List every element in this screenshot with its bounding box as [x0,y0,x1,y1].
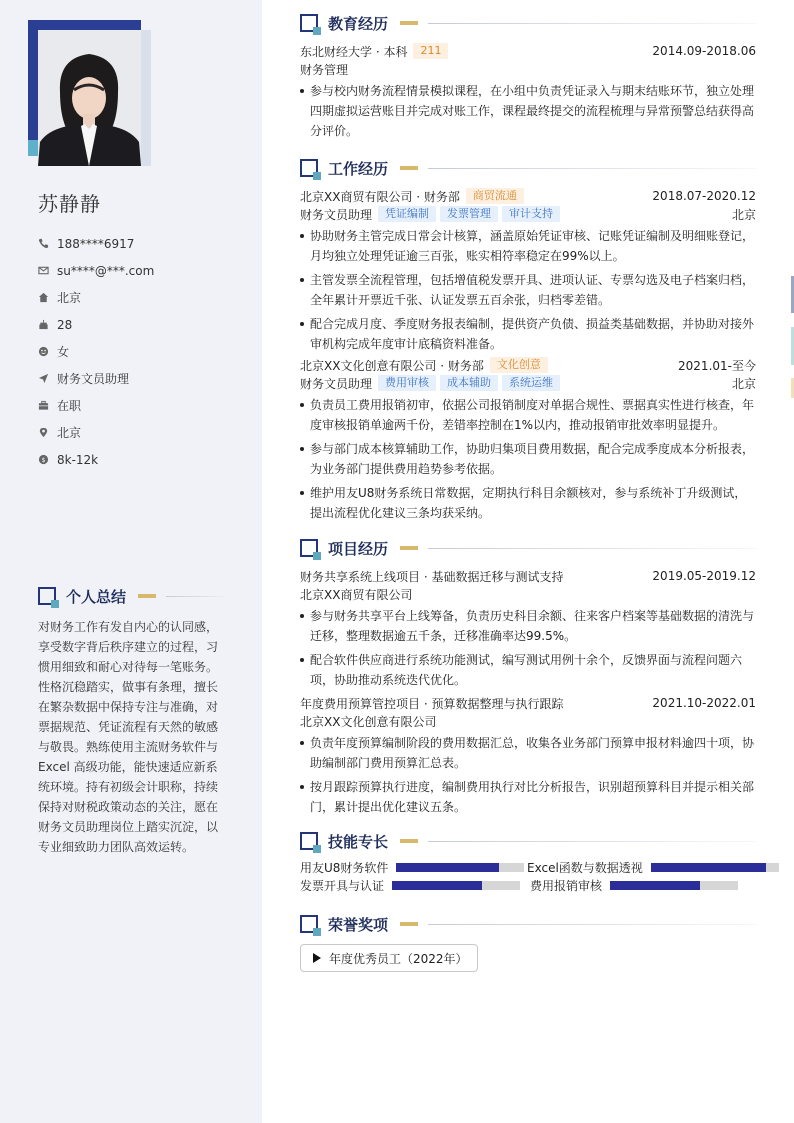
section-title: 项目经历 [328,539,389,558]
summary-line: 享受数字背后秩序建立的过程，习 [38,640,219,654]
summary-line: 在繁杂数据中保持专注与准确，对 [38,700,219,714]
skill-tag: 凭证编制 [378,206,436,222]
project-company-row [300,712,756,730]
section-icon [38,587,56,605]
job-date: 2018.07-2020.12 [652,189,756,203]
school-tag: 211 [413,43,448,59]
education-header-row [300,42,756,60]
section-gold-bar [400,922,418,926]
section-icon [300,14,318,32]
skill-item [530,877,738,894]
education-bullets [300,81,756,141]
section-title: 荣誉奖项 [328,915,389,934]
cake-icon [38,319,49,330]
section-header [300,157,756,179]
projects-section [300,537,756,821]
skill-name: 费用报销审核 [530,879,603,893]
project-company: 北京XX商贸有限公司 [300,587,413,602]
skill-tag: 系统运维 [502,375,560,391]
job-header-row [300,187,756,205]
school-name: 东北财经大学 · 本科 [300,44,408,59]
section-header [300,913,756,935]
list-item: 负责年度预算编制阶段的费用数据汇总，收集各业务部门预算申报材料逾四十项，协助编制部门费用预算汇总表。 [300,733,756,773]
contact-text: 北京 [57,426,82,440]
skill-bar-fill [610,881,700,890]
skill-item [527,859,779,876]
contact-list [38,230,238,473]
skill-bar [651,863,779,872]
project-company: 北京XX文化创意有限公司 [300,714,437,729]
section-divider [428,23,756,24]
list-item: 协助财务主管完成日常会计核算，涵盖原始凭证审核、记账凭证编制及明细账登记，月均独立处理凭证逾三百张，账实相符率稳定在99%以上。 [300,226,756,266]
education-major-row [300,60,756,78]
section-title: 教育经历 [328,14,389,33]
gender-icon [38,346,49,357]
skill-item [300,877,520,894]
contact-gender [38,338,238,365]
job-position-row [300,374,756,392]
job-position: 财务文员助理 [300,207,373,222]
industry-tag: 商贸流通 [466,188,524,204]
skill-name: 发票开具与认证 [300,879,385,893]
skill-bar [610,881,738,890]
section-gold-bar [400,546,418,550]
list-item: 负责员工费用报销初审，依据公司报销制度对单据合规性、票据真实性进行核查，年度审核报销单逾两千份，差错率控制在1%以内，推动报销审批效率明显提升。 [300,395,756,435]
summary-line: 专业细致助力团队高效运转。 [38,840,195,854]
contact-text: 188****6917 [57,236,135,251]
section-title: 工作经历 [328,159,389,178]
job-header-row [300,356,756,374]
contact-text: su****@***.com [57,263,155,278]
education-date: 2014.09-2018.06 [652,44,756,58]
send-icon [38,373,49,384]
contact-position [38,365,238,392]
summary-line: 统环境。持有初级会计职称，持续 [38,780,219,794]
list-item: 参与部门成本核算辅助工作，协助归集项目费用数据，配合完成季度成本分析报表，为业务部门提供费用趋势参考依据。 [300,439,756,479]
job-date: 2021.01-至今 [678,358,756,373]
job-city: 北京 [731,207,756,222]
section-title: 技能专长 [328,832,389,851]
skill-tag: 审计支持 [502,206,560,222]
award-item[interactable] [300,944,478,972]
skill-bar-fill [396,863,498,872]
sidebar [0,0,262,1123]
contact-text: 28 [57,317,73,332]
education-section [300,12,756,145]
contact-phone [38,230,238,257]
section-divider [428,924,756,925]
skill-tag: 费用审核 [378,375,436,391]
project-entry [300,567,756,690]
summary-line: Excel 高级功能，能快速适应新系 [38,760,218,774]
skill-tag: 成本辅助 [440,375,498,391]
phone-icon [38,238,49,249]
project-header-row [300,567,756,585]
company-name: 北京XX商贸有限公司 · 财务部 [300,189,460,204]
section-gold-bar [138,594,156,598]
major: 财务管理 [300,62,349,77]
caret-right-icon [313,953,321,963]
award-label: 年度优秀员工（2022年） [329,951,468,966]
job-position-row [300,205,756,223]
job-bullets [300,395,756,523]
email-icon [38,265,49,276]
work-section [300,157,756,527]
skill-bar [392,881,520,890]
project-name: 年度费用预算管控项目 · 预算数据整理与执行跟踪 [300,696,564,711]
list-item: 主管发票全流程管理，包括增值税发票开具、进项认证、专票勾选及电子档案归档，全年累计开票近千张、认证发票五百余张，归档零差错。 [300,270,756,310]
project-bullets [300,733,756,817]
section-divider [428,168,756,169]
section-gold-bar [400,839,418,843]
job-entry [300,187,756,354]
contact-text: 在职 [57,399,82,413]
job-city: 北京 [731,376,756,391]
job-bullets [300,226,756,354]
list-item: 按月跟踪预算执行进度，编制费用执行对比分析报告，识别超预算科目并提示相关部门，累计提出优化建议五条。 [300,777,756,817]
candidate-name: 苏静静 [38,192,101,216]
project-header-row [300,694,756,712]
project-company-row [300,585,756,603]
briefcase-icon [38,400,49,411]
location-icon [38,427,49,438]
contact-salary [38,446,238,473]
section-icon [300,915,318,933]
summary-section [38,585,224,857]
contact-text: 8k-12k [57,452,99,467]
list-item: 配合完成月度、季度财务报表编制，提供资产负债、损益类基础数据，并协助对接外审机构完成年度审计底稿资料准备。 [300,314,756,354]
section-header [300,830,756,852]
skill-bar [396,863,524,872]
section-icon [300,539,318,557]
skill-name: Excel函数与数据透视 [527,861,643,875]
summary-line: 性格沉稳踏实，做事有条理，擅长 [38,680,219,694]
list-item: 参与财务共享平台上线筹备，负责历史科目余额、往来客户档案等基础数据的清洗与迁移，整理数据逾五千条，迁移准确率达99.5%。 [300,606,756,646]
skill-item [300,859,524,876]
summary-line: 对财务工作有发自内心的认同感， [38,620,219,634]
section-header [300,12,756,34]
list-item: 维护用友U8财务系统日常数据，定期执行科目余额核对，参与系统补丁升级测试，提出流程优化建议三条均获采纳。 [300,483,756,523]
contact-text: 北京 [57,291,82,305]
project-date: 2021.10-2022.01 [652,696,756,710]
summary-line: 惯用细致和耐心对待每一笔账务。 [38,660,219,674]
section-divider [428,841,756,842]
project-name: 财务共享系统上线项目 · 基础数据迁移与测试支持 [300,569,564,584]
industry-tag: 文化创意 [490,357,548,373]
contact-text: 女 [57,345,70,359]
section-title: 个人总结 [66,587,127,606]
section-icon [300,159,318,177]
summary-line: 保持对财税政策动态的关注，愿在 [38,800,219,814]
summary-line: 财务文员助理岗位上踏实沉淀，以 [38,820,219,834]
project-date: 2019.05-2019.12 [652,569,756,583]
list-item: 配合软件供应商进行系统功能测试，编写测试用例十余个，反馈界面与流程问题六项，协助推动系统迭代优化。 [300,650,756,690]
contact-home [38,284,238,311]
contact-location [38,419,238,446]
section-divider [166,596,224,597]
svg-text:$: $ [41,455,46,464]
contact-age [38,311,238,338]
skill-bar-fill [651,863,766,872]
summary-line: 票据规范、凭证流程有天然的敏感 [38,720,219,734]
summary-line: 与敬畏。熟练使用主流财务软件与 [38,740,219,754]
awards-section [300,913,756,935]
avatar [38,30,141,166]
skill-tag: 发票管理 [440,206,498,222]
list-item: 参与校内财务流程情景模拟课程，在小组中负责凭证录入与期末结账环节，独立处理四期虚拟运营账目并完成对账工作，课程最终提交的流程梳理与异常预警总结获得高分评价。 [300,81,756,141]
company-name: 北京XX文化创意有限公司 · 财务部 [300,358,484,373]
job-entry [300,356,756,523]
section-header [300,537,756,559]
contact-email [38,257,238,284]
section-divider [428,548,756,549]
project-bullets [300,606,756,690]
skills-section [300,830,756,852]
salary-icon [38,454,49,465]
section-gold-bar [400,166,418,170]
section-icon [300,832,318,850]
contact-status [38,392,238,419]
job-position: 财务文员助理 [300,376,373,391]
home-icon [38,292,49,303]
skill-bar-fill [392,881,482,890]
project-entry [300,694,756,817]
section-header [38,585,224,607]
section-gold-bar [400,21,418,25]
summary-text [38,617,224,857]
contact-text: 财务文员助理 [57,372,130,386]
skill-name: 用友U8财务软件 [300,861,389,875]
